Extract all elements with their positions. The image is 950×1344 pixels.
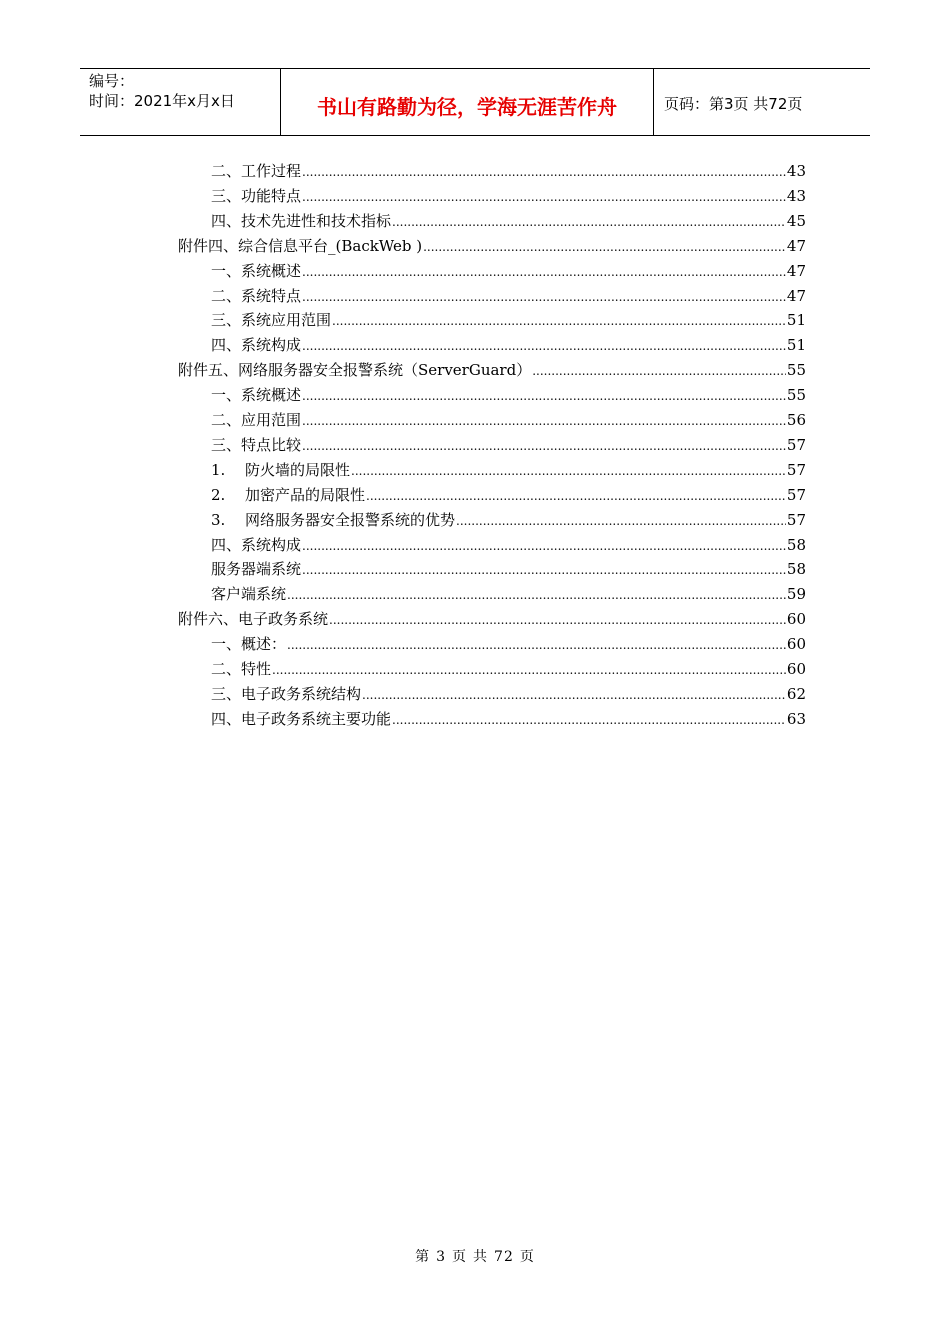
toc-dot-leader [302,185,786,209]
toc-entry-page: 43 [786,187,806,205]
toc-entry-label [178,234,422,258]
toc-entry-text: 服务器端系统 [211,560,302,578]
toc-entry-page: 59 [786,585,806,603]
toc-entry-page: 60 [786,610,806,628]
toc-entry-number: 3. [211,511,226,529]
toc-entry[interactable] [211,632,806,656]
toc-entry-page: 57 [786,436,806,454]
toc-entry-page: 45 [786,212,806,230]
toc-entry[interactable] [211,184,806,208]
footer-ye: 页 [452,1249,468,1265]
toc-entry-label [211,483,365,507]
toc-entry-label [211,259,301,283]
toc-entry-page: 51 [786,336,806,354]
footer-current-page: 3 [436,1249,447,1265]
toc-entry[interactable] [211,209,806,233]
toc-entry-label [211,408,301,432]
footer-gong: 共 [473,1249,489,1265]
footer-ye-2: 页 [519,1249,535,1265]
toc-entry[interactable] [178,358,806,382]
toc-entry-text: 附件四、综合信息平台_(BackWeb ) [178,237,423,255]
toc-entry[interactable] [211,557,806,581]
toc-entry-text: 四、电子政务系统主要功能 [211,710,392,728]
toc-entry-label [211,209,391,233]
toc-entry-text: 防火墙的局限性 [245,461,351,479]
toc-entry-label [211,707,391,731]
toc-dot-leader [351,459,786,483]
toc-dot-leader [302,285,786,309]
toc-entry-label [211,682,361,706]
toc-entry-label [211,284,301,308]
toc-entry-label [211,582,286,606]
toc-entry-text: 附件六、电子政务系统 [178,610,329,628]
toc-entry-page: 57 [786,511,806,529]
toc-entry[interactable] [178,607,806,631]
toc-dot-leader [302,260,786,284]
toc-entry[interactable] [178,234,806,258]
toc-dot-leader [302,558,786,582]
header-page-info: 页码：第3页 共72页 [664,94,803,113]
toc-entry-page: 47 [786,237,806,255]
toc-entry-label [178,607,328,631]
header-motto: 书山有路勤为径，学海无涯苦作舟 [281,69,654,135]
toc-entry-page: 57 [786,486,806,504]
toc-entry[interactable] [211,333,806,357]
toc-entry-text: 三、电子政务系统结构 [211,685,362,703]
toc-entry-text: 一、系统概述 [211,386,302,404]
footer-total-pages: 72 [494,1249,514,1265]
toc-entry[interactable] [211,383,806,407]
toc-entry-page: 55 [786,386,806,404]
document-number-label: 编号： [89,72,135,90]
toc-entry[interactable] [211,259,806,283]
toc-entry-page: 63 [786,710,806,728]
toc-entry-page: 51 [786,311,806,329]
toc-entry-text: 三、系统应用范围 [211,311,332,329]
toc-entry[interactable] [211,483,806,507]
toc-entry-label [211,632,286,656]
toc-entry-label [211,533,301,557]
toc-entry[interactable] [211,707,806,731]
toc-entry-text: 四、技术先进性和技术指标 [211,212,392,230]
toc-entry-page: 56 [786,411,806,429]
toc-entry[interactable] [211,284,806,308]
page-header [80,68,870,136]
page-footer [0,1246,950,1266]
toc-entry-text: 三、功能特点 [211,187,302,205]
toc-entry[interactable] [211,433,806,457]
toc-entry-page: 60 [786,635,806,653]
toc-dot-leader [329,608,786,632]
toc-entry-label [211,508,455,532]
toc-entry[interactable] [211,308,806,332]
toc-entry-page: 55 [786,361,806,379]
toc-entry-label [211,159,301,183]
toc-entry-text: 附件五、网络服务器安全报警系统（ServerGuard） [178,361,532,379]
toc-entry-page: 62 [786,685,806,703]
toc-entry-text: 二、应用范围 [211,411,302,429]
toc-dot-leader [366,484,786,508]
footer-di: 第 [415,1249,431,1265]
toc-dot-leader [392,708,786,732]
toc-entry-page: 58 [786,536,806,554]
toc-dot-leader [302,160,786,184]
toc-entry-label [211,458,350,482]
toc-entry-text: 一、系统概述 [211,262,302,280]
toc-entry-text: 四、系统构成 [211,536,302,554]
toc-entry-text: 一、概述： [211,635,287,653]
toc-entry-page: 60 [786,660,806,678]
toc-entry-label [211,433,301,457]
toc-dot-leader [302,334,786,358]
toc-entry[interactable] [211,533,806,557]
toc-entry-page: 43 [786,162,806,180]
toc-entry[interactable] [211,458,806,482]
toc-dot-leader [287,583,786,607]
document-time-label: 时间：2021年x月x日 [89,92,235,110]
toc-dot-leader [272,658,786,682]
toc-entry[interactable] [211,582,806,606]
toc-entry-label [211,333,301,357]
toc-dot-leader [332,309,786,333]
toc-entry-page: 47 [786,287,806,305]
toc-dot-leader [456,509,786,533]
toc-dot-leader [302,409,786,433]
toc-entry[interactable] [211,508,806,532]
toc-entry[interactable] [211,682,806,706]
toc-dot-leader [362,683,786,707]
toc-entry-page: 47 [786,262,806,280]
toc-entry-label [178,358,531,382]
toc-entry-number: 1. [211,461,226,479]
toc-entry-text: 网络服务器安全报警系统的优势 [245,511,456,529]
toc-entry-text: 客户端系统 [211,585,287,603]
toc-entry-page: 58 [786,560,806,578]
toc-entry[interactable] [211,408,806,432]
toc-dot-leader [302,434,786,458]
toc-entry-label [211,657,271,681]
toc-entry-page: 57 [786,461,806,479]
toc-entry[interactable] [211,657,806,681]
toc-entry-label [211,557,301,581]
toc-dot-leader [302,534,786,558]
toc-entry-text: 二、工作过程 [211,162,302,180]
toc-entry-text: 四、系统构成 [211,336,302,354]
toc-entry-label [211,383,301,407]
toc-entry-text: 二、特性 [211,660,272,678]
toc-entry[interactable] [211,159,806,183]
toc-dot-leader [392,210,786,234]
toc-entry-label [211,308,331,332]
toc-entry-text: 三、特点比较 [211,436,302,454]
header-meta [80,69,281,135]
toc-entry-text: 加密产品的局限性 [245,486,366,504]
toc-entry-text: 二、系统特点 [211,287,302,305]
toc-entry-label [211,184,301,208]
toc-dot-leader [532,359,786,383]
toc-entry-number: 2. [211,486,226,504]
toc-dot-leader [423,235,786,259]
toc-dot-leader [302,384,786,408]
toc-dot-leader [287,633,786,657]
